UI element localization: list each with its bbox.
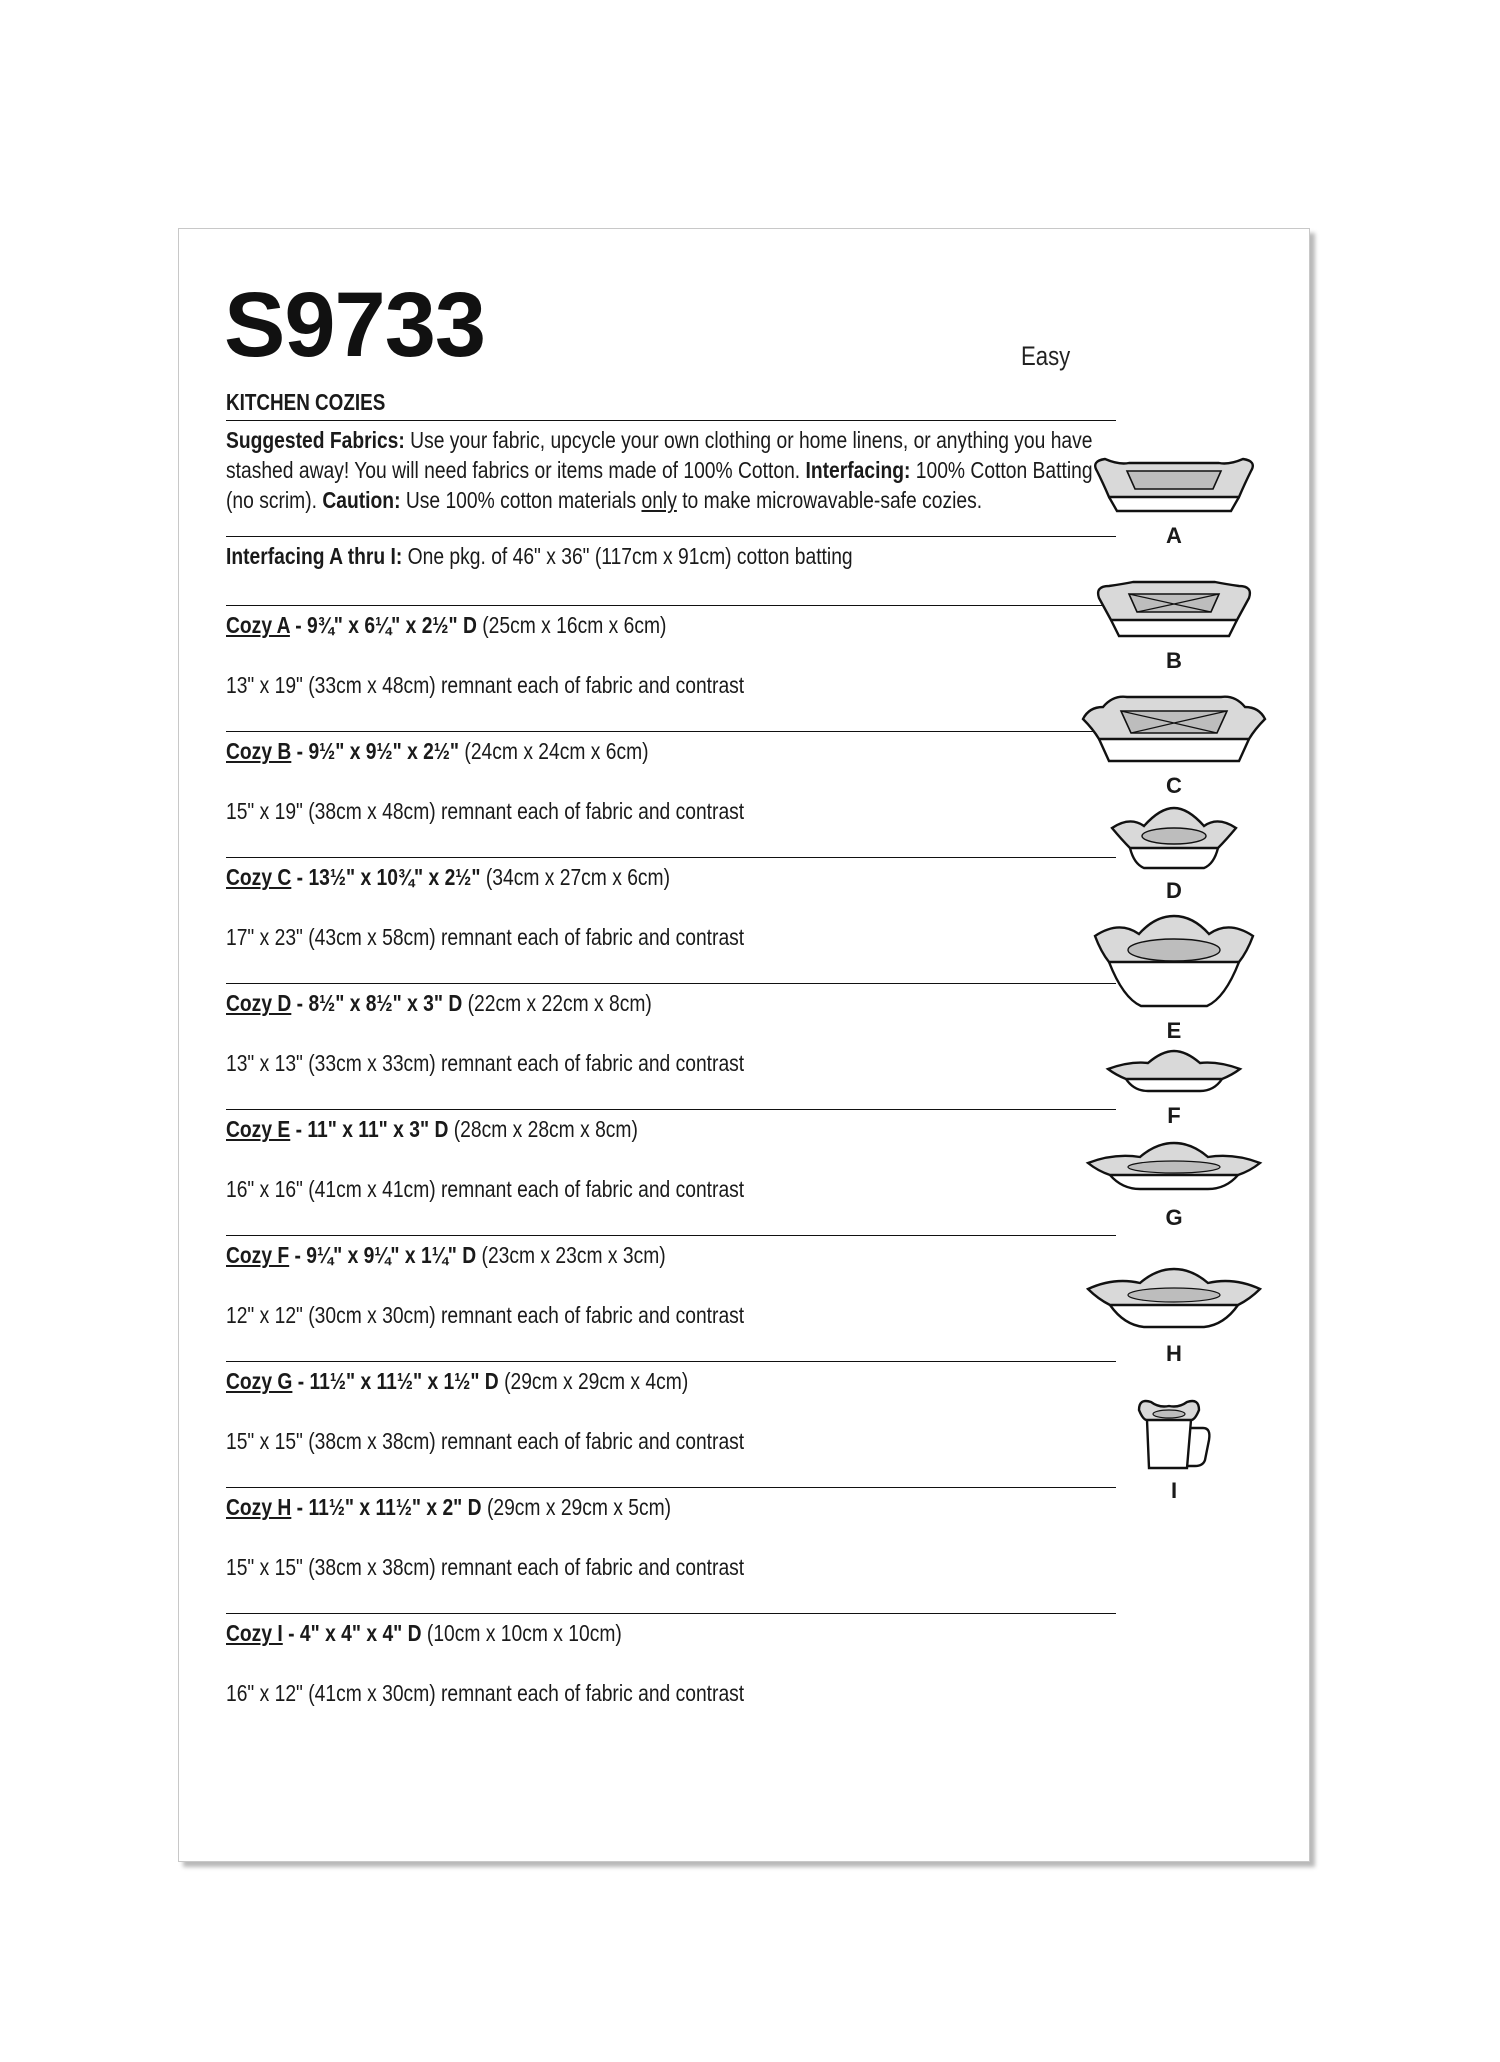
suggested-fabrics: Suggested Fabrics: Use your fabric, upcycle your own clothing or home linens, or anything you have stashed away! You will need fabrics or items made of 100% Cotton. Interfacing: 100% Cotton Batting (no scrim). Caution: Use 100% cotton materials only to make microwavable-safe cozies. (226, 427, 1093, 513)
rectangular-dish-cozy-icon (1089, 449, 1259, 519)
cozy-metric: (24cm x 24cm x 6cm) (459, 738, 649, 764)
square-dish-cozy-icon (1089, 574, 1259, 644)
cozy-heading (226, 1614, 1116, 1648)
cozy-dimensions: - 9¼" x 9¼" x 1¼" D (289, 1242, 477, 1268)
cozy-section (226, 1361, 1116, 1487)
cozy-name: Cozy A (226, 612, 290, 638)
figure-b (1074, 574, 1274, 674)
figure-label: C (1166, 773, 1182, 798)
fabric-requirement: 16" x 12" (41cm x 30cm) remnant each of fabric and contrast (226, 1680, 745, 1706)
wide-plate-cozy-icon (1084, 1141, 1264, 1201)
figure-d (1074, 804, 1274, 904)
figure-a (1074, 449, 1274, 549)
cozy-metric: (22cm x 22cm x 8cm) (462, 990, 652, 1016)
interfacing-section: Interfacing A thru I: One pkg. of 46" x 36" (117cm x 91cm) cotton batting (226, 536, 1116, 605)
cozy-name: Cozy F (226, 1242, 290, 1268)
cozy-name: Cozy G (226, 1368, 293, 1394)
cozy-dimensions: - 11½" x 11½" x 2" D (291, 1494, 482, 1520)
cozy-section (226, 1109, 1116, 1235)
figure-f (1074, 1049, 1274, 1129)
cozy-metric: (34cm x 27cm x 6cm) (480, 864, 671, 890)
pattern-title: KITCHEN COZIES (226, 389, 1116, 421)
pattern-code: S9733 (224, 274, 486, 376)
cozy-heading (226, 1362, 1116, 1396)
cozy-heading (226, 858, 1116, 892)
cozy-dimensions: - 8½" x 8½" x 3" D (291, 990, 463, 1016)
figure-label: D (1166, 878, 1182, 903)
cozy-section (226, 1487, 1116, 1613)
figure-label: G (1165, 1205, 1183, 1230)
pattern-sheet (178, 228, 1310, 1862)
large-dish-cozy-icon (1079, 689, 1269, 769)
figure-label: A (1166, 523, 1182, 548)
fabric-requirement: 13" x 13" (33cm x 33cm) remnant each of fabric and contrast (226, 1050, 745, 1076)
fabric-requirement: 17" x 23" (43cm x 58cm) remnant each of fabric and contrast (226, 924, 745, 950)
cozy-name: Cozy D (226, 990, 292, 1016)
cozy-heading (226, 1488, 1116, 1522)
fabric-requirement: 15" x 15" (38cm x 38cm) remnant each of fabric and contrast (226, 1554, 745, 1580)
cozy-metric: (10cm x 10cm x 10cm) (421, 1620, 622, 1646)
figure-h (1074, 1267, 1274, 1367)
figure-g (1074, 1141, 1274, 1231)
figure-label: E (1166, 1018, 1182, 1043)
cozy-dimensions: - 9¾" x 6¼" x 2½" D (289, 612, 477, 638)
cozy-heading (226, 984, 1116, 1018)
cozy-name: Cozy C (226, 864, 292, 890)
cozy-name: Cozy I (226, 1620, 283, 1646)
figure-i (1074, 1394, 1274, 1504)
cozy-dimensions: - 4" x 4" x 4" D (282, 1620, 422, 1646)
fabric-requirement: 16" x 16" (41cm x 41cm) remnant each of fabric and contrast (226, 1176, 745, 1202)
text-column (226, 389, 1116, 1739)
cozy-section (226, 731, 1116, 857)
cozy-dimensions: - 13½" x 10¾" x 2½" (291, 864, 481, 890)
cozy-heading (226, 606, 1116, 640)
cozy-metric: (28cm x 28cm x 8cm) (448, 1116, 638, 1142)
figure-label: F (1167, 1103, 1181, 1128)
figure-label: H (1166, 1341, 1182, 1366)
cozy-section (226, 1613, 1116, 1739)
cozy-dimensions: - 11" x 11" x 3" D (290, 1116, 449, 1142)
cozy-section (226, 605, 1116, 731)
figure-label: B (1166, 648, 1182, 673)
cozy-section (226, 1235, 1116, 1361)
cozy-section (226, 983, 1116, 1109)
fabric-requirement: 15" x 15" (38cm x 38cm) remnant each of fabric and contrast (226, 1428, 745, 1454)
fabric-requirement: 13" x 19" (33cm x 48cm) remnant each of fabric and contrast (226, 672, 745, 698)
cozy-section (226, 857, 1116, 983)
deep-bowl-cozy-icon (1089, 914, 1259, 1014)
cozy-metric: (25cm x 16cm x 6cm) (476, 612, 667, 638)
figure-label: I (1170, 1478, 1178, 1503)
fabric-requirement: 12" x 12" (30cm x 30cm) remnant each of fabric and contrast (226, 1302, 745, 1328)
cozy-heading (226, 732, 1116, 766)
cozy-name: Cozy E (226, 1116, 291, 1142)
cozy-list (226, 605, 1116, 1739)
cozy-dimensions: - 11½" x 11½" x 1½" D (292, 1368, 499, 1394)
cozy-heading (226, 1110, 1116, 1144)
cozy-name: Cozy B (226, 738, 292, 764)
plate-cozy-icon (1104, 1049, 1244, 1099)
cozy-metric: (29cm x 29cm x 5cm) (481, 1494, 672, 1520)
cozy-dimensions: - 9½" x 9½" x 2½" (291, 738, 460, 764)
cozy-name: Cozy H (226, 1494, 292, 1520)
wide-bowl-cozy-icon (1084, 1267, 1264, 1337)
figure-e (1074, 914, 1274, 1044)
bowl-cozy-icon (1104, 804, 1244, 874)
mug-cozy-icon (1129, 1394, 1219, 1474)
cozy-metric: (29cm x 29cm x 4cm) (498, 1368, 689, 1394)
view-illustrations (1074, 449, 1274, 1749)
cozy-heading (226, 1236, 1116, 1270)
figure-c (1074, 689, 1274, 799)
difficulty-label: Easy (1021, 341, 1071, 371)
fabric-requirement: 15" x 19" (38cm x 48cm) remnant each of fabric and contrast (226, 798, 745, 824)
cozy-metric: (23cm x 23cm x 3cm) (476, 1242, 666, 1268)
